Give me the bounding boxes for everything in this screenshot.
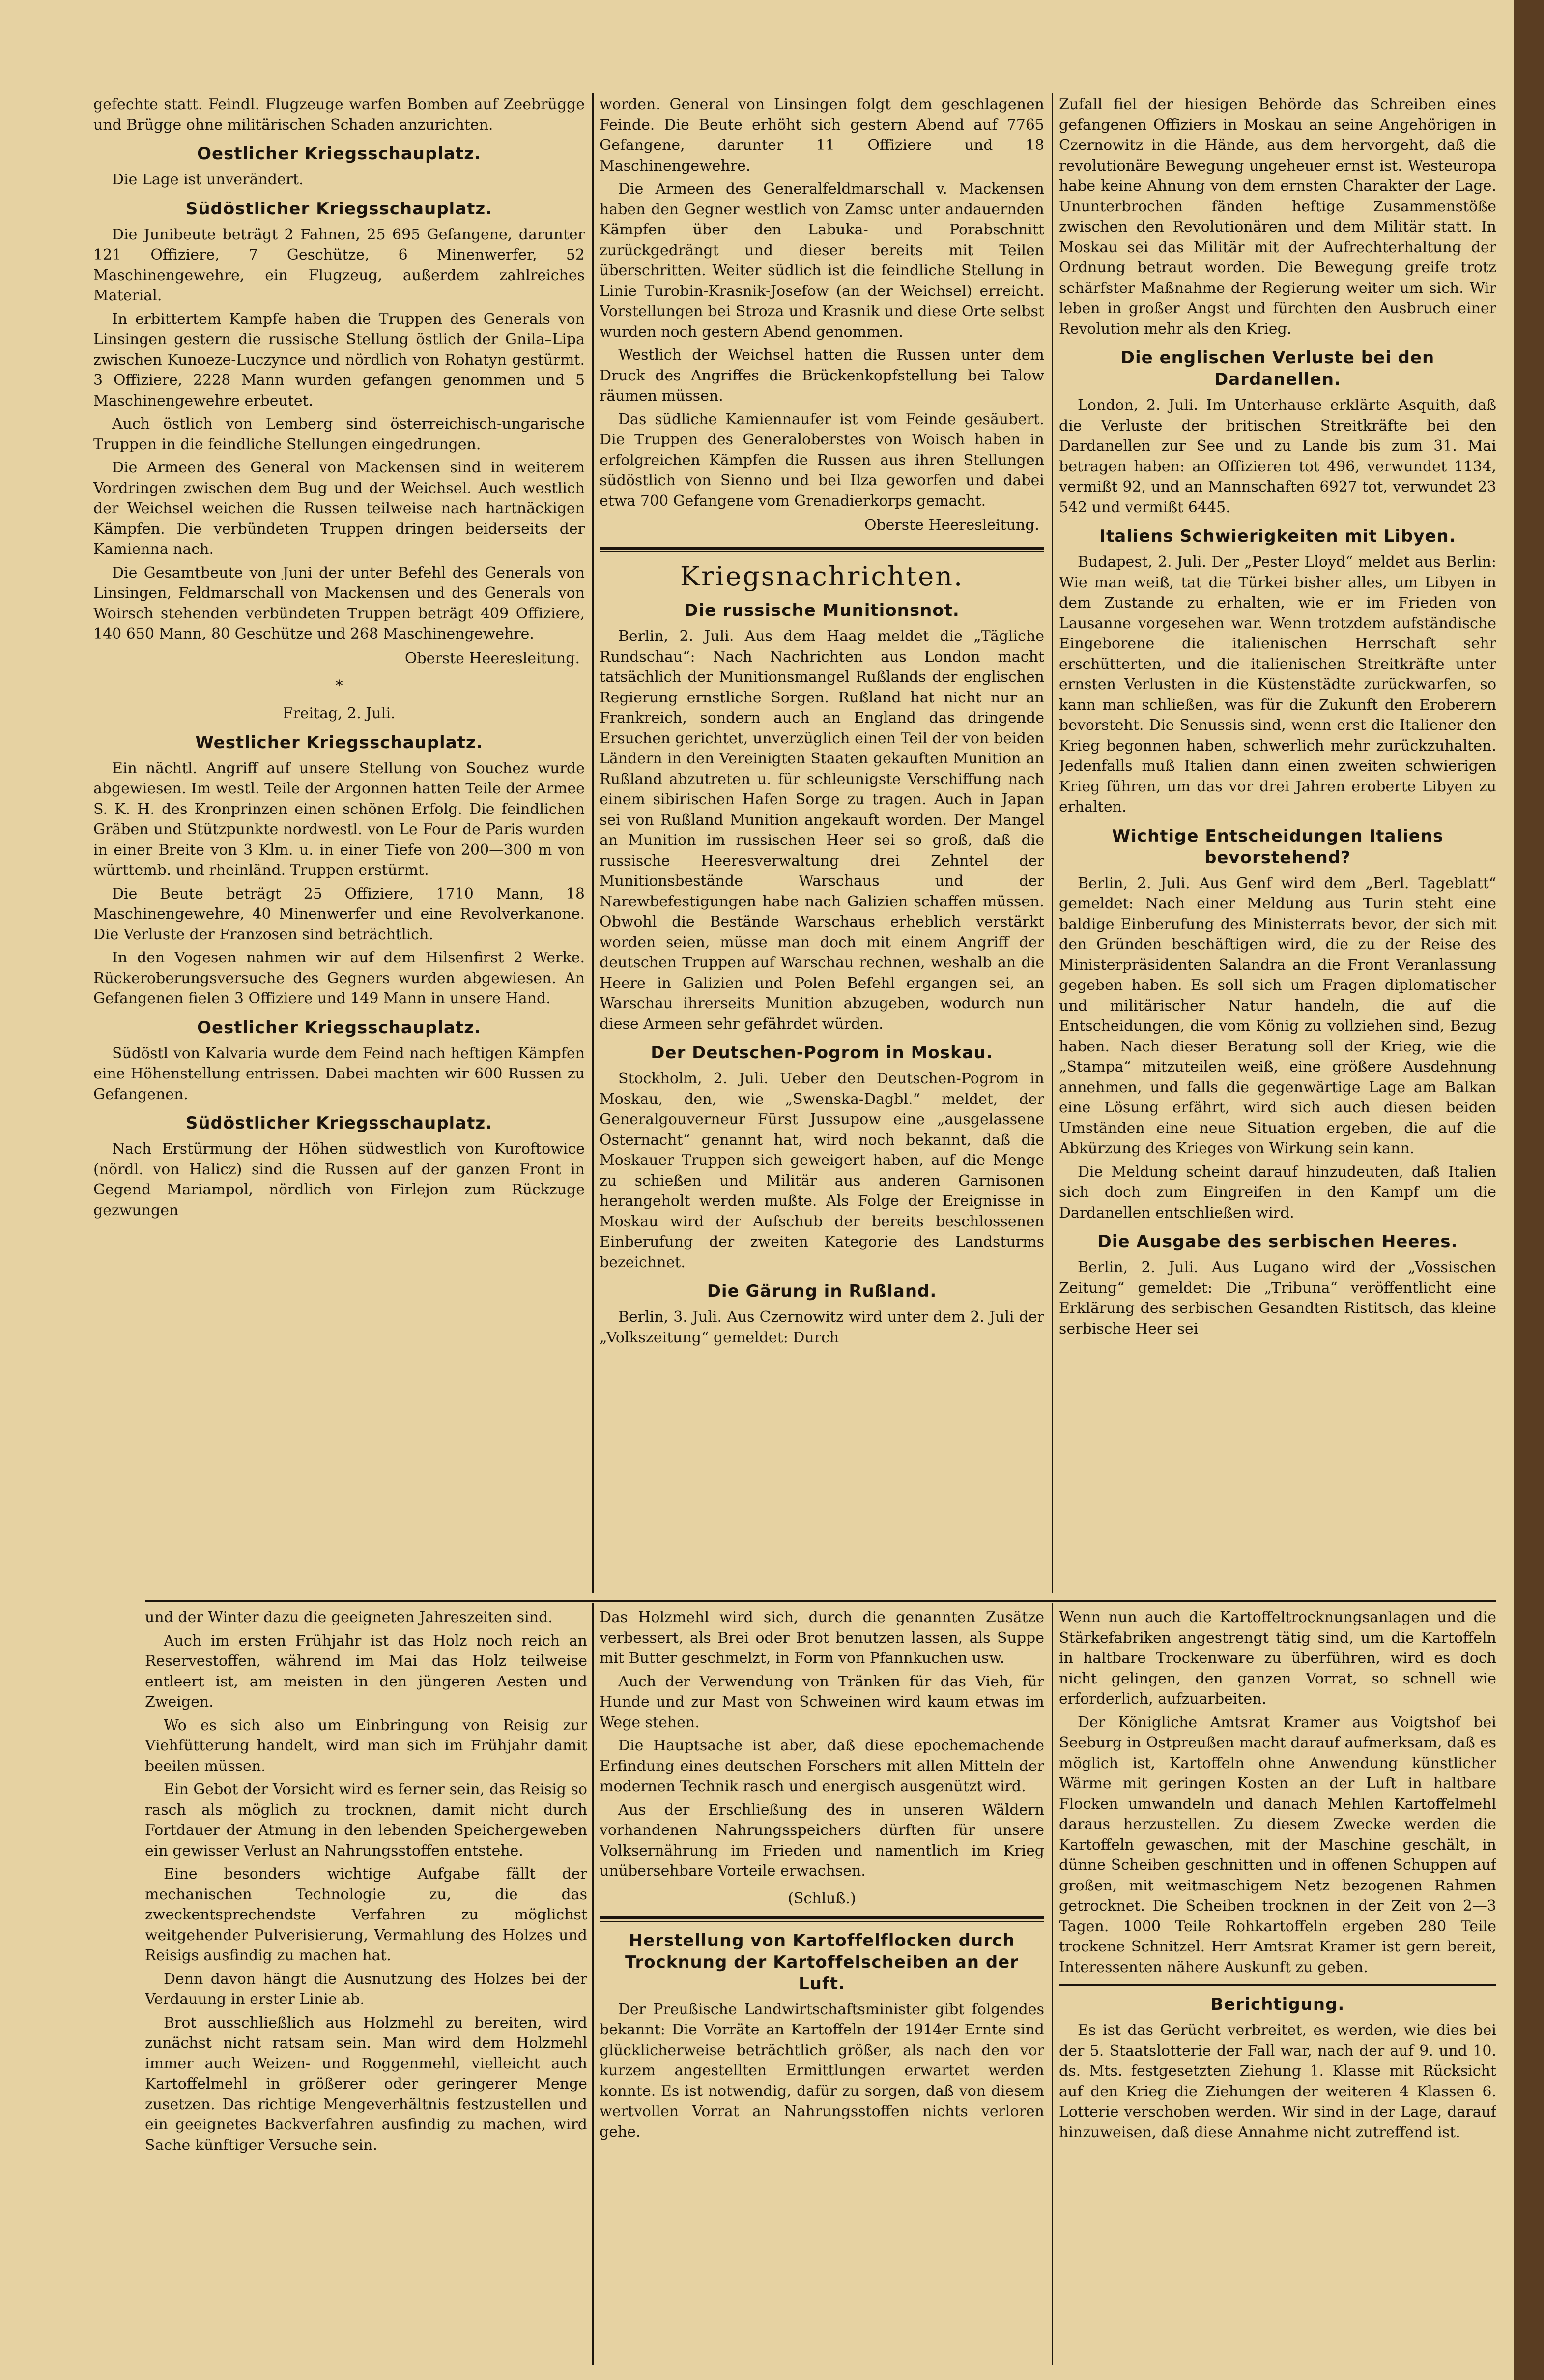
paragraph: Ein Gebot der Vorsicht wird es ferner sein, das Reisig so rasch als möglich zu trocknen, damit nicht durch Fortdauer der Atmung in den lebenden Speichergeweben ein gewisser Verlust an Nahrungsstoffen entstehe. (145, 1781, 587, 1859)
paragraph: Berlin, 2. Juli. Aus Genf wird dem „Berl. Tageblatt“ gemeldet: Nach einer Meldung aus Turin steht eine baldige Einberufung des Ministerrats bevor, der sich mit den Gründen beschäftigen wird, die zu der Reise des Ministerpräsidenten Salandra an die Front Veranlassung gegeben haben. Es soll sich um Fragen diplomatischer und militärischer Natur handeln, die auf die Entscheidungen, die vom König zu vollziehen sind, Bezug haben. Nach dieser Beratung soll der Krieg, wie die „Stampa“ mitzuteilen weiß, eine größere Ausdehnung annehmen, und falls die gegenwärtige Lage am Balkan eine Lösung erfährt, wird sich auch diesen beiden Umständen eine neue Situation ergeben, die auf die Abkürzung des Krieges von Wirkung sein kann. (1059, 874, 1496, 1157)
paragraph: Ein nächtl. Angriff auf unsere Stellung von Souchez wurde abgewiesen. Im westl. Teile der Argonnen hatten Teile der Armee S. K. H. des Kronprinzen einen schönen Erfolg. Die feindlichen Gräben und Stützpunkte nordwestl. von Le Four de Paris wurden in einer Breite von 3 Klm. u. in einer Tiefe von 200—300 m von württemb. und rheinländ. Truppen erstürmt. (93, 759, 585, 879)
paragraph: Eine besonders wichtige Aufgabe fällt der mechanischen Technologie zu, die das zweckentsprechendste Verfahren zu möglichst weitgehender Pulverisierung, Vermahlung des Holzes und Reisigs ausfindig zu machen hat. (145, 1865, 587, 1964)
horizontal-rule (145, 1600, 1496, 1602)
lower-column-1 (145, 1607, 587, 2364)
section-heading: Die russische Munitionsnot. (684, 601, 960, 620)
paragraph: In erbittertem Kampfe haben die Truppen des Generals von Linsingen gestern die russische Stellung östlich der Gnila–Lipa zwischen Kunoeze-Luczynce und nördlich von Rohatyn gestürmt. 3 Offiziere, 2228 Mann wurden gefangen genommen und 5 Maschinengewehre erbeutet. (93, 310, 585, 409)
rule (1059, 1984, 1496, 1986)
paragraph: Berlin, 2. Juli. Aus Lugano wird der „Vossischen Zeitung“ gemeldet: Die „Tribuna“ veröffentlicht eine Erklärung des serbischen Gesandten Ristitsch, das kleine serbische Heer sei (1059, 1259, 1496, 1337)
signature-line: Oberste Heeresleitung. (864, 517, 1039, 534)
double-rule (600, 547, 1044, 552)
section-heading: Südöstlicher Kriegsschauplatz. (185, 1113, 493, 1133)
paragraph: Der Königliche Amtsrat Kramer aus Voigtshof bei Seeburg in Ostpreußen macht darauf aufmerksam, daß es möglich ist, Kartoffeln ohne Anwendung künstlicher Wärme mit geringen Kosten an der Luft in haltbare Flocken umwandeln und danach Mehlen Kartoffelmehl daraus herzustellen. Zu diesem Zwecke werden die Kartoffeln gewaschen, mit der Maschine geschält, in dünne Scheiben geschnitten und in offenen Schuppen auf großen, mit weitmaschigem Netz bezogenen Rahmen getrocknet. Die Scheiben trocknen in der Zeit von 2—3 Tagen. 1000 Teile Rohkartoffeln ergeben 280 Teile trockene Schnitzel. Herr Amtsrat Kramer ist gern bereit, Interessenten nähere Auskunft zu geben. (1059, 1713, 1496, 1976)
lower-column-2 (600, 1607, 1044, 2364)
paragraph: Südöstl von Kalvaria wurde dem Feind nach heftigen Kämpfen eine Höhenstellung entrissen. Dabei machten wir 600 Russen zu Gefangenen. (93, 1045, 585, 1103)
paragraph: Brot ausschließlich aus Holzmehl zu bereiten, wird zunächst nicht ratsam sein. Man wird dem Holzmehl immer auch Weizen- und Roggenmehl, vielleicht auch Kartoffelmehl in größerer oder geringerer Menge zusetzen. Das richtige Mengeverhältnis festzustellen und ein geeignetes Backverfahren ausfindig zu machen, wird Sache künftiger Versuche sein. (145, 2014, 587, 2154)
section-heading: Wichtige Entscheidungen Italiens bevorstehend? (1112, 826, 1444, 868)
dateline: Freitag, 2. Juli. (283, 704, 396, 722)
section-heading: Die englischen Verluste bei den Dardanellen. (1120, 348, 1435, 389)
paragraph: Das Holzmehl wird sich, durch die genannten Zusätze verbessert, als Brei oder Brot benutzen lassen, als Suppe mit Butter geschmelzt, in Form von Pfannkuchen usw. (600, 1609, 1044, 1667)
paragraph: und der Winter dazu die geeigneten Jahreszeiten sind. (145, 1609, 553, 1626)
paragraph: Denn davon hängt die Ausnutzung des Holzes bei der Verdauung in erster Linie ab. (145, 1970, 587, 2008)
column-rule (1052, 1603, 1053, 2365)
paragraph: Auch im ersten Frühjahr ist das Holz noch reich an Reservestoffen, während im Mai das Holz teilweise entleert ist, am meisten in den jüngeren Aesten und Zweigen. (145, 1632, 587, 1711)
paragraph: Die Hauptsache ist aber, daß diese epochemachende Erfindung eines deutschen Forschers mit allen Mitteln der modernen Technik rasch und energisch ausgenützt wird. (600, 1737, 1044, 1795)
paragraph: Budapest, 2. Juli. Der „Pester Lloyd“ meldet aus Berlin: Wie man weiß, tat die Türkei bisher alles, um Libyen in dem Zustande zu erhalten, wie er im Frieden von Lausanne vorgesehen war. Wenn trotzdem aufständische Eingeborene die italienischen Herrschaft sehr erschütterten, und die italienischen Streitkräfte unter ernsten Verlusten in die Küstenstädte zurückwarfen, so kann man schließen, was für die Zukunft den Eroberern bevorsteht. Die Senussis sind, wenn erst die Italiener den Krieg begonnen haben, schwerlich mehr zurückzuhalten. Jedenfalls muß Italien dann einen zweiten schwierigen Krieg führen, um das vor drei Jahren eroberte Libyen zu erhalten. (1059, 553, 1496, 815)
paragraph: London, 2. Juli. Im Unterhause erklärte Asquith, daß die Verluste der britischen Streitkräfte bei den Dardanellen zur See und zu Lande bis zum 31. Mai betragen haben: an Offizieren tot 496, verwundet 1134, vermißt 92, und an Mannschaften 6927 tot, verwundet 23 542 und vermißt 6445. (1059, 397, 1496, 516)
section-heading: Der Deutschen-Pogrom in Moskau. (651, 1043, 993, 1063)
paragraph: Wenn nun auch die Kartoffeltrocknungsanlagen und die Stärkefabriken angestrengt tätig sind, um die Kartoffeln in haltbare Trockenware zu überführen, wird es doch nicht gelingen, den ganzen Vorrat, so schnell wie erforderlich, aufzuarbeiten. (1059, 1609, 1496, 1708)
masthead-kriegsnachrichten: Kriegsnachrichten. (680, 561, 964, 592)
column-rule (592, 1603, 594, 2365)
paragraph: Aus der Erschließung des in unseren Wäldern vorhandenen Nahrungsspeichers dürften für unsere Volksernährung im Frieden und namentlich im Krieg unübersehbare Vorteile erwachsen. (600, 1801, 1044, 1880)
paragraph: Der Preußische Landwirtschaftsminister gibt folgendes bekannt: Die Vorräte an Kartoffeln der 1914er Ernte sind glücklicherweise beträchtlich größer, als nach den vor kurzem angestellten Ermittlungen erwartet werden konnte. Es ist notwendig, dafür zu sorgen, daß von diesem wertvollen Vorrat an Nahrungsstoffen nichts verloren gehe. (600, 2001, 1044, 2141)
column-rule (1052, 93, 1053, 1593)
paragraph: Berlin, 2. Juli. Aus dem Haag meldet die „Tägliche Rundschau“: Nach Nachrichten aus London macht tatsächlich der Munitionsmangel Rußlands der englischen Regierung ernstliche Sorgen. Rußland hat nicht nur an Frankreich, sondern auch an England das dringende Ersuchen gerichtet, unverzüglich einen Teil der von beiden Ländern in den Vereinigten Staaten gekauften Munition an Rußland abzutreten u. für schleunigste Verschiffung nach einem sibirischen Hafen Sorge zu tragen. Auch in Japan sei von Rußland Munition angekauft worden. Der Mangel an Munition im russischen Heer sei so groß, daß die russische Heeresverwaltung drei Zehntel der Munitionsbestände Warschaus und der Narewbefestigungen habe nach Galizien schaffen müssen. Obwohl die Bestände Warschaus erheblich verstärkt worden seien, müsse man doch mit einem Angriff der deutschen Truppen auf Warschau rechnen, weshalb an die Heere in Galizien und Polen Befehl ergangen sei, an Warschau ihrerseits Munition abzugeben, wodurch nun diese Armeen sehr gefährdet würden. (600, 628, 1044, 1033)
separator-star: * (335, 677, 343, 695)
paragraph: Die Lage ist unverändert. (112, 171, 304, 188)
section-heading: Die Ausgabe des serbischen Heeres. (1097, 1232, 1458, 1251)
section-heading: Westlicher Kriegsschauplatz. (195, 732, 483, 753)
paragraph: Berlin, 3. Juli. Aus Czernowitz wird unter dem 2. Juli der „Volkszeitung“ gemeldet: Durch (600, 1308, 1044, 1346)
paragraph: Die Armeen des Generalfeldmarschall v. Mackensen haben den Gegner westlich von Zamsc unter andauernden Kämpfen über den Labuka- und Porabschnitt zurückgedrängt und dieser bereits mit Teilen überschritten. Weiter südlich ist die feindliche Stellung in Linie Turobin-Krasnik-Josefow (an der Weichsel) erreicht. Vorstellungen bei Stroza und Krasnik und diese Orte selbst wurden noch gestern Abend genommen. (600, 180, 1044, 341)
book-spine-edge (1514, 0, 1544, 2380)
paragraph: gefechte statt. Feindl. Flugzeuge warfen Bomben auf Zeebrügge und Brügge ohne militärischen Schaden anzurichten. (93, 96, 585, 134)
column-3 (1059, 94, 1496, 1594)
section-heading: Oestlicher Kriegsschauplatz. (197, 1017, 481, 1038)
paragraph: Auch der Verwendung von Tränken für das Vieh, für Hunde und zur Mast von Schweinen wird kaum etwas im Wege stehen. (600, 1673, 1044, 1731)
section-heading: Oestlicher Kriegsschauplatz. (197, 144, 481, 164)
paragraph: Die Armeen des General von Mackensen sind in weiterem Vordringen zwischen dem Bug und der Weichsel. Auch westlich der Weichsel weichen die Russen teilweise nach hartnäckigen Kämpfen. Die verbündeten Truppen dringen beiderseits der Kamienna nach. (93, 459, 585, 558)
end-mark: (Schluß.) (788, 1889, 856, 1907)
paragraph: Die Gesamtbeute von Juni der unter Befehl des Generals von Linsingen, Feldmarschall von Mackensen und des Generals von Woirsch stehenden verbündeten Truppen beträgt 409 Offiziere, 140 650 Mann, 80 Geschütze und 268 Maschinengewehre. (93, 564, 585, 642)
paragraph: Wo es sich also um Einbringung von Reisig zur Viehfütterung handelt, wird man sich im Frühjahr damit beeilen müssen. (145, 1716, 587, 1775)
section-heading: Italiens Schwierigkeiten mit Libyen. (1099, 526, 1456, 546)
paragraph: In den Vogesen nahmen wir auf dem Hilsenfirst 2 Werke. Rückeroberungsversuche des Gegners wurden abgewiesen. An Gefangenen fielen 3 Offiziere und 149 Mann in unsere Hand. (93, 949, 585, 1007)
section-heading: Berichtigung. (1210, 1995, 1345, 2014)
paragraph: Die Meldung scheint darauf hinzudeuten, daß Italien sich doch zum Eingreifen in den Kampf um die Dardanellen entschließen wird. (1059, 1163, 1496, 1221)
column-2 (600, 94, 1044, 1594)
paragraph: Westlich der Weichsel hatten die Russen unter dem Druck des Angriffes die Brückenkopfstellung bei Talow räumen müssen. (600, 347, 1044, 405)
paragraph: Stockholm, 2. Juli. Ueber den Deutschen-Pogrom in Moskau, den, wie „Swenska-Dagbl.“ meldet, der Generalgouverneur Fürst Jussupow eine „ausgelassene Osternacht“ genannt hat, wird noch bekannt, daß die Moskauer Truppen sich geweigert haben, auf die Menge zu schießen und Militär aus anderen Garnisonen herangeholt werden mußte. Als Folge der Ereignisse in Moskau wird der Aufschub der bereits beschlossenen Einberufung der zweiten Kategorie des Landsturms bezeichnet. (600, 1070, 1044, 1271)
paragraph: Auch östlich von Lemberg sind österreichisch-ungarische Truppen in die feindliche Stellungen eingedrungen. (93, 415, 585, 453)
paragraph: worden. General von Linsingen folgt dem geschlagenen Feinde. Die Beute erhöht sich gestern Abend auf 7765 Gefangene, darunter 11 Offiziere und 18 Maschinengewehre. (600, 96, 1044, 174)
section-heading: Die Gärung in Rußland. (707, 1281, 937, 1301)
double-rule (600, 1916, 1044, 1922)
lower-column-3 (1059, 1607, 1496, 2364)
section-heading: Südöstlicher Kriegsschauplatz. (185, 199, 493, 219)
paragraph: Das südliche Kamiennaufer ist vom Feinde gesäubert. Die Truppen des Generaloberstes von Woisch haben in erfolgreichen Kämpfen die Russen aus ihren Stellungen südöstlich von Sienno und bei Ilza geworfen und dabei etwa 700 Gefangene vom Grenadierkorps gemacht. (600, 410, 1044, 510)
paragraph: Die Beute beträgt 25 Offiziere, 1710 Mann, 18 Maschinengewehre, 40 Minenwerfer und eine Revolverkanone. Die Verluste der Franzosen sind beträchtlich. (93, 885, 585, 943)
signature-line: Oberste Heeresleitung. (404, 649, 580, 667)
column-1 (93, 94, 585, 1594)
paragraph: Zufall fiel der hiesigen Behörde das Schreiben eines gefangenen Offiziers in Moskau an seine Angehörigen in Czernowitz in die Hände, aus dem hervorgeht, daß die revolutionäre Bewegung ungeheuer ernst ist. Westeuropa habe keine Ahnung von dem ernsten Charakter der Lage. Ununterbrochen fänden heftige Zusammenstöße zwischen den Revolutionären und dem Militär statt. In Moskau sei das Militär mit der Aufrechterhaltung der Ordnung betraut worden. Die Bewegung greife trotz schärfster Maßnahme der Regierung weiter um sich. Wir leben in großer Angst und fürchten den Ausbruch einer Revolution mehr als den Krieg. (1059, 96, 1496, 338)
paragraph: Die Junibeute beträgt 2 Fahnen, 25 695 Gefangene, darunter 121 Offiziere, 7 Geschütze, 6 Minenwerfer, 52 Maschinengewehre, ein Flugzeug, außerdem zahlreiches Material. (93, 226, 585, 304)
section-heading: Herstellung von Kartoffelflocken durch Trocknung der Kartoffelscheiben an der Luft. (625, 1930, 1019, 1994)
column-rule (592, 93, 594, 1593)
paragraph: Nach Erstürmung der Höhen südwestlich von Kuroftowice (nördl. von Halicz) sind die Russen auf der ganzen Front in Gegend Mariampol, nördlich von Firlejon zum Rückzuge gezwungen (93, 1140, 585, 1219)
paragraph: Es ist das Gerücht verbreitet, es werden, wie dies bei der 5. Staatslotterie der Fall war, nach der auf 9. und 10. ds. Mts. festgesetzten Ziehung 1. Klasse mit Rücksicht auf den Krieg die Ziehungen der weiteren 4 Klassen 6. Lotterie verschoben werden. Wir sind in der Lage, darauf hinzuweisen, daß diese Annahme nicht zutreffend ist. (1059, 2022, 1496, 2141)
